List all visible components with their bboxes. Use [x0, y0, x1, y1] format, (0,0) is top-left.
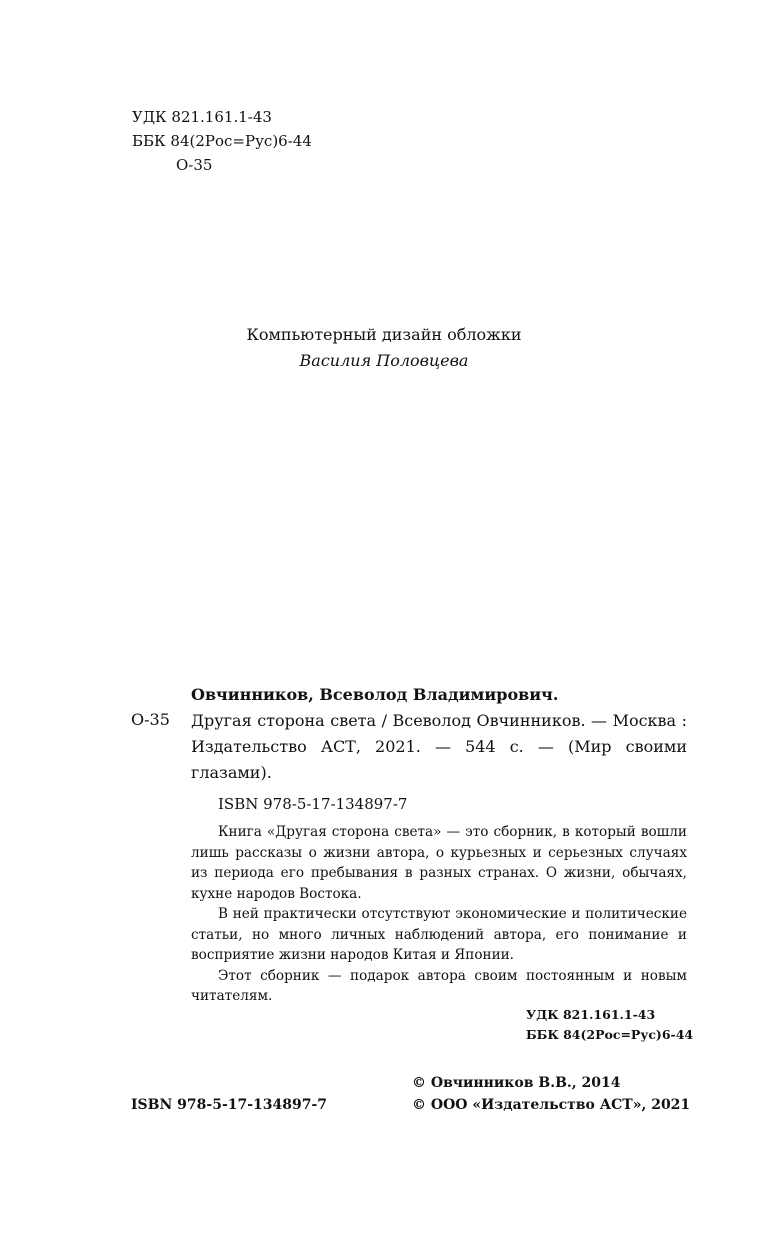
credit-line: Компьютерный дизайн обложки: [246, 325, 522, 344]
copyright-block: [412, 1072, 690, 1116]
designer-name: Василия Половцева: [299, 351, 469, 370]
copyright-author: © Овчинников В.В., 2014: [412, 1075, 621, 1091]
copyright-publisher: © ООО «Издательство АСТ», 2021: [412, 1097, 691, 1113]
bbk-code: ББК 84(2Рос=Рус)6-44: [132, 132, 312, 150]
record-isbn: ISBN 978-5-17-134897-7: [218, 795, 408, 813]
record-author: Овчинников, Всеволод Владимирович.: [191, 685, 559, 704]
cover-design-credit: [0, 322, 768, 374]
bottom-bbk-code: ББК 84(2Рос=Рус)6-44: [526, 1027, 694, 1042]
bottom-classification: [526, 1005, 693, 1045]
annotation-paragraph: Книга «Другая сторона света» — это сборник, в который вошли лишь рассказы о жизни автора, о курьезных и серьезных случаях из периода его пребывания в разных странах. О жизни, обычаях, кухне народов Востока.: [191, 824, 687, 902]
cutter-code: О-35: [176, 156, 213, 174]
annotation-paragraph: Этот сборник — подарок автора своим постоянным и новым читателям.: [191, 967, 687, 1004]
bottom-udk-code: УДК 821.161.1-43: [526, 1007, 656, 1022]
classification-block: [132, 105, 312, 177]
udk-code: УДК 821.161.1-43: [132, 108, 272, 126]
annotation-paragraph: В ней практически отсутствуют экономические и политические статьи, но много личных наблюдений автора, его понимание и восприятие жизни народов Китая и Японии.: [191, 906, 687, 963]
annotation: [191, 822, 687, 1007]
record-description: Другая сторона света / Всеволод Овчинников. — Москва : Издательство АСТ, 2021. — 544 с. — (Мир своими глазами).: [191, 711, 687, 782]
isbn-footer: ISBN 978-5-17-134897-7: [131, 1097, 328, 1113]
record-cutter: О-35: [131, 710, 170, 729]
